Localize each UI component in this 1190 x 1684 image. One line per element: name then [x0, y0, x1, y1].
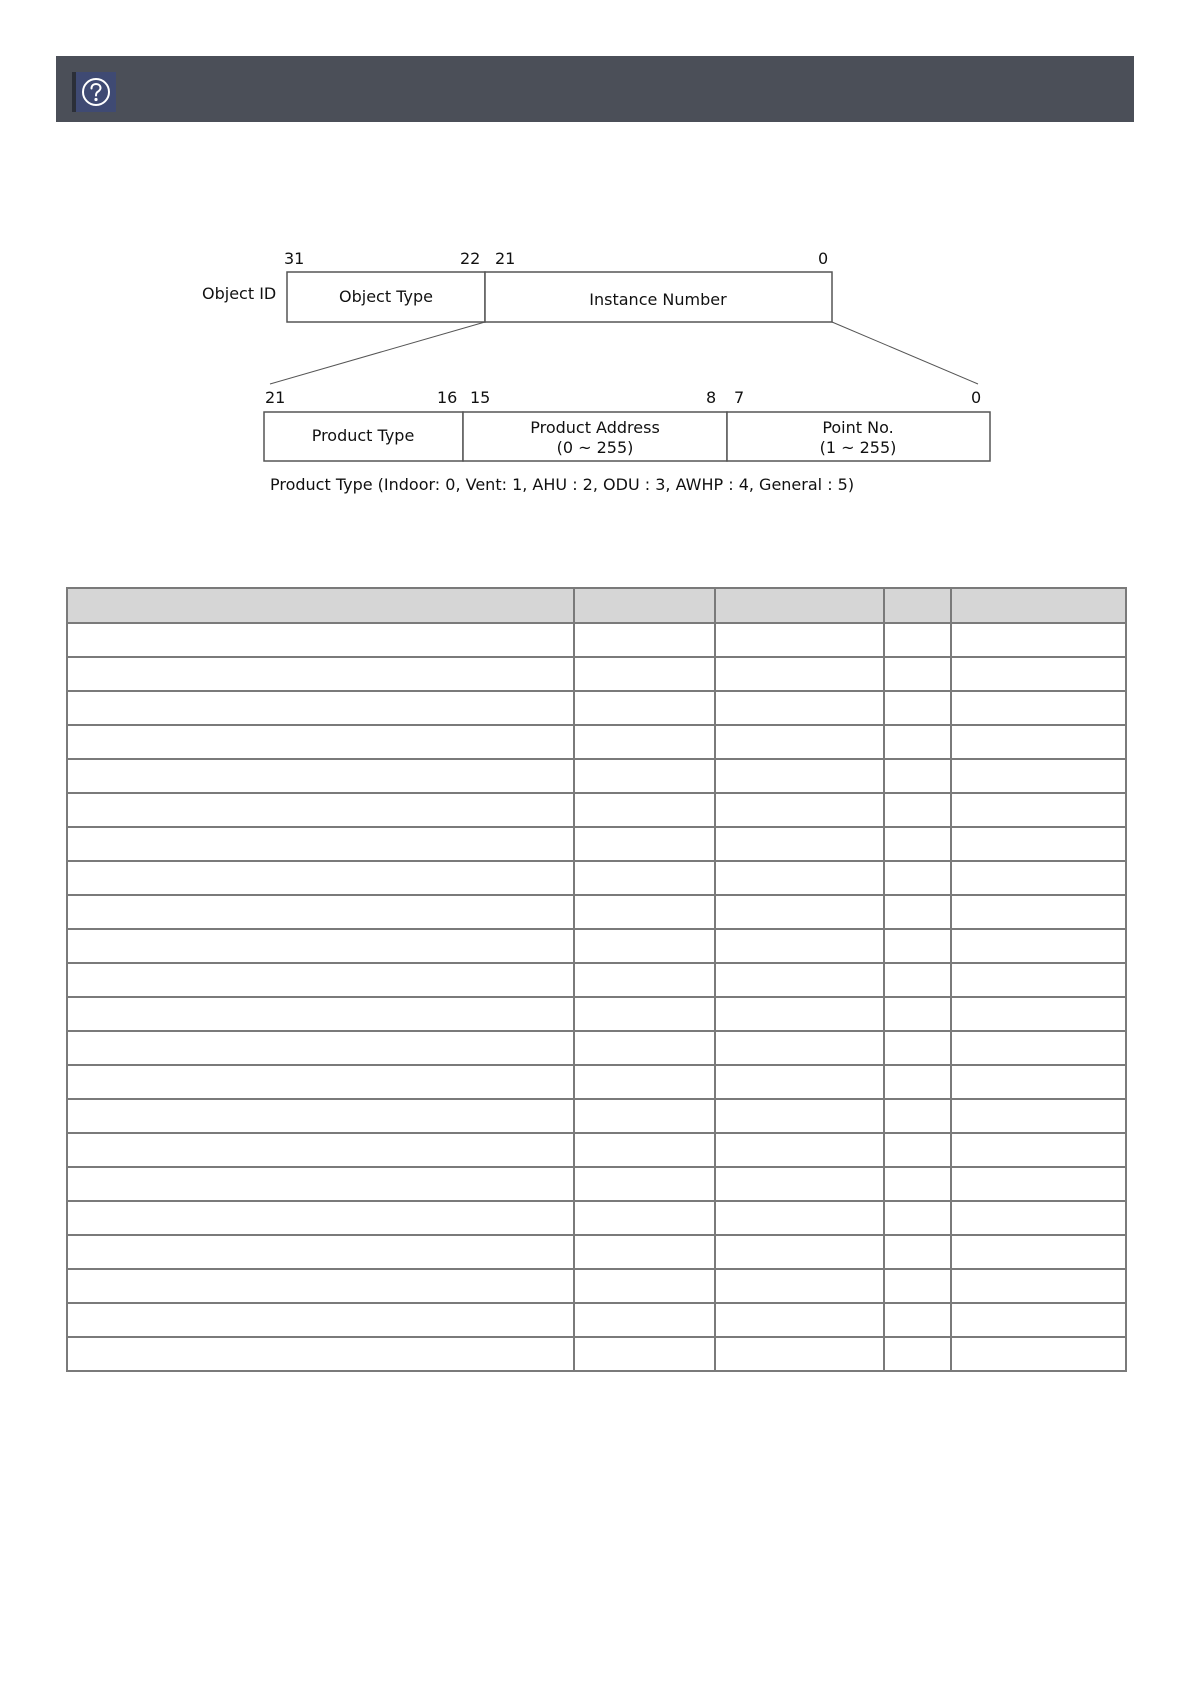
table-cell	[884, 1065, 951, 1099]
table-cell	[951, 623, 1126, 657]
table-cell	[951, 1235, 1126, 1269]
table-cell	[574, 793, 715, 827]
product-type-label: Product Type	[311, 426, 415, 445]
table-row	[67, 1201, 1126, 1235]
table-cell	[951, 1269, 1126, 1303]
table-cell	[884, 1133, 951, 1167]
table-cell	[951, 793, 1126, 827]
table-cell	[574, 861, 715, 895]
table-cell	[67, 1031, 574, 1065]
table-cell	[715, 1303, 884, 1337]
table-row	[67, 759, 1126, 793]
table-cell	[884, 1099, 951, 1133]
table-row	[67, 1099, 1126, 1133]
table-cell	[715, 1133, 884, 1167]
table-cell	[67, 759, 574, 793]
table-cell	[951, 1099, 1126, 1133]
table-cell	[574, 1031, 715, 1065]
table-cell	[715, 1201, 884, 1235]
table-cell	[884, 793, 951, 827]
table-cell	[951, 725, 1126, 759]
table-cell	[951, 997, 1126, 1031]
data-table	[66, 587, 1127, 1372]
table-cell	[67, 623, 574, 657]
product-address-range: (0 ~ 255)	[556, 438, 634, 457]
table-cell	[67, 725, 574, 759]
table-cell	[574, 963, 715, 997]
bit-label-7: 7	[734, 388, 745, 407]
table-header-row	[67, 588, 1126, 623]
table-cell	[67, 691, 574, 725]
table-cell	[951, 861, 1126, 895]
table-cell	[574, 1099, 715, 1133]
expand-line-right	[832, 322, 978, 384]
table-cell	[67, 997, 574, 1031]
bit-label-0-bottom: 0	[971, 388, 982, 407]
table-cell	[67, 1133, 574, 1167]
table-cell	[884, 759, 951, 793]
table-cell	[715, 691, 884, 725]
table-row	[67, 793, 1126, 827]
table-header-cell	[884, 588, 951, 623]
object-type-label: Object Type	[339, 287, 433, 306]
table-cell	[951, 1065, 1126, 1099]
table-row	[67, 861, 1126, 895]
table-cell	[67, 1235, 574, 1269]
point-no-range: (1 ~ 255)	[819, 438, 897, 457]
table-cell	[67, 657, 574, 691]
table-cell	[67, 1337, 574, 1371]
table-cell	[574, 1133, 715, 1167]
table-cell	[574, 623, 715, 657]
table-cell	[884, 1303, 951, 1337]
bit-label-16: 16	[437, 388, 458, 407]
table-cell	[951, 1133, 1126, 1167]
table-cell	[951, 657, 1126, 691]
table-row	[67, 1167, 1126, 1201]
table-row	[67, 691, 1126, 725]
object-id-diagram	[0, 0, 1190, 520]
table-cell	[884, 1031, 951, 1065]
table-cell	[715, 1031, 884, 1065]
table-cell	[715, 793, 884, 827]
table-row	[67, 895, 1126, 929]
bit-label-15: 15	[470, 388, 491, 407]
table-row	[67, 997, 1126, 1031]
table-cell	[67, 929, 574, 963]
table-cell	[67, 861, 574, 895]
table-cell	[574, 657, 715, 691]
table-cell	[574, 895, 715, 929]
table-cell	[715, 1065, 884, 1099]
table-cell	[884, 1167, 951, 1201]
table-cell	[574, 1337, 715, 1371]
bit-label-21-top: 21	[495, 249, 516, 268]
table-cell	[884, 725, 951, 759]
table-cell	[574, 725, 715, 759]
table-cell	[574, 759, 715, 793]
table-header-cell	[574, 588, 715, 623]
table-cell	[67, 895, 574, 929]
table-cell	[67, 1269, 574, 1303]
table-cell	[884, 1337, 951, 1371]
bit-label-31: 31	[284, 249, 305, 268]
table-body	[67, 623, 1126, 1371]
table-cell	[67, 1303, 574, 1337]
table-cell	[715, 895, 884, 929]
table-cell	[884, 657, 951, 691]
table-cell	[67, 793, 574, 827]
table-cell	[715, 759, 884, 793]
table-cell	[951, 1201, 1126, 1235]
table-row	[67, 657, 1126, 691]
object-id-label: Object ID	[202, 284, 277, 303]
table-cell	[574, 1065, 715, 1099]
point-no-label: Point No.	[822, 418, 894, 437]
table-cell	[951, 929, 1126, 963]
table-cell	[715, 725, 884, 759]
table-cell	[715, 1099, 884, 1133]
table-cell	[574, 997, 715, 1031]
table-row	[67, 725, 1126, 759]
table-row	[67, 827, 1126, 861]
table-cell	[884, 997, 951, 1031]
table-cell	[884, 691, 951, 725]
table-cell	[715, 657, 884, 691]
table-cell	[715, 963, 884, 997]
table-cell	[67, 827, 574, 861]
table-cell	[715, 1337, 884, 1371]
table-cell	[951, 691, 1126, 725]
table-cell	[884, 929, 951, 963]
table-row	[67, 1269, 1126, 1303]
table-row	[67, 929, 1126, 963]
expand-line-left	[270, 322, 485, 384]
table-cell	[951, 759, 1126, 793]
table-cell	[715, 827, 884, 861]
table-cell	[884, 895, 951, 929]
table-cell	[951, 963, 1126, 997]
table-row	[67, 1065, 1126, 1099]
table-cell	[574, 691, 715, 725]
table-cell	[574, 929, 715, 963]
table-cell	[67, 963, 574, 997]
table-row	[67, 1133, 1126, 1167]
product-address-label: Product Address	[530, 418, 660, 437]
table-cell	[884, 963, 951, 997]
table-cell	[574, 1167, 715, 1201]
table-cell	[884, 861, 951, 895]
table-row	[67, 963, 1126, 997]
table-cell	[574, 827, 715, 861]
table-cell	[574, 1235, 715, 1269]
table-row	[67, 1031, 1126, 1065]
table-cell	[574, 1269, 715, 1303]
table-cell	[884, 827, 951, 861]
table-row	[67, 623, 1126, 657]
bit-label-0-top: 0	[818, 249, 829, 268]
table-cell	[715, 1167, 884, 1201]
table-cell	[715, 1269, 884, 1303]
table-header-cell	[951, 588, 1126, 623]
table-cell	[715, 861, 884, 895]
table-cell	[951, 1337, 1126, 1371]
table-header-cell	[67, 588, 574, 623]
table-cell	[715, 1235, 884, 1269]
product-type-footnote: Product Type (Indoor: 0, Vent: 1, AHU : 2, ODU : 3, AWHP : 4, General : 5)	[270, 475, 855, 494]
table-cell	[715, 623, 884, 657]
instance-number-label: Instance Number	[589, 290, 727, 309]
table-cell	[951, 895, 1126, 929]
bit-label-8: 8	[706, 388, 717, 407]
table-cell	[951, 827, 1126, 861]
table-cell	[884, 623, 951, 657]
table-cell	[67, 1201, 574, 1235]
table-row	[67, 1235, 1126, 1269]
table-cell	[715, 929, 884, 963]
bit-label-22: 22	[460, 249, 481, 268]
table-cell	[67, 1167, 574, 1201]
table-cell	[67, 1099, 574, 1133]
table-cell	[884, 1235, 951, 1269]
bit-label-21-bottom: 21	[265, 388, 286, 407]
table-cell	[951, 1031, 1126, 1065]
table-cell	[884, 1201, 951, 1235]
table-cell	[574, 1303, 715, 1337]
table-cell	[67, 1065, 574, 1099]
table-header-cell	[715, 588, 884, 623]
table-cell	[951, 1303, 1126, 1337]
table-cell	[715, 997, 884, 1031]
table-cell	[951, 1167, 1126, 1201]
table-row	[67, 1303, 1126, 1337]
table-cell	[574, 1201, 715, 1235]
table-cell	[884, 1269, 951, 1303]
table-row	[67, 1337, 1126, 1371]
